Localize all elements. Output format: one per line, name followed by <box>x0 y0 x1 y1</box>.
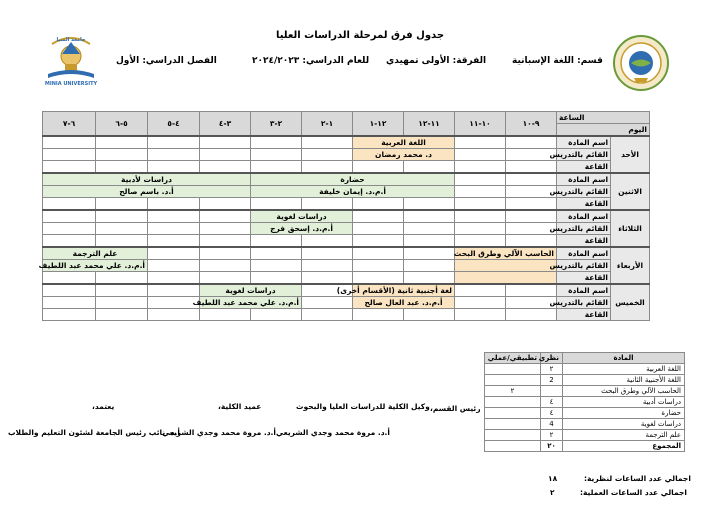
time-slot: ١٠-١١ <box>455 112 506 137</box>
approve-title: يعتمد، <box>92 402 115 411</box>
day-name: الثلاثاء <box>611 210 650 247</box>
class-subject: الحاسب الآلي وطرق البحث <box>455 247 557 260</box>
row-label: القائم بالتدريس <box>557 223 611 235</box>
class-subject: دراسات لغوية <box>200 284 302 297</box>
row-label: اسم المادة <box>557 136 611 149</box>
row-label: القائم بالتدريس <box>557 149 611 161</box>
class-teacher: أ.م.د. إيمان خليفة <box>251 186 455 198</box>
time-slot: ٥-٦ <box>96 112 148 137</box>
summary-table <box>484 352 685 452</box>
summary-row: دراسات لغوية 4 <box>485 419 685 430</box>
summary-header: المادة <box>563 353 685 364</box>
summary-header: نظري <box>541 353 563 364</box>
page-title: جدول فرق لمرحلة الدراسات العليا <box>275 30 445 41</box>
summary-header: تطبيقي/عملي <box>485 353 541 364</box>
class-subject: علم الترجمة <box>43 247 148 260</box>
approve-name: أ.د. نائب رئيس الجامعة لشئون التعليم والطلاب <box>8 428 180 437</box>
class-subject: دراسات لغوية <box>251 210 353 223</box>
class-teacher: د. محمد رمضان <box>353 149 455 161</box>
class-subject: حضارة <box>251 173 455 186</box>
row-label: القاعة <box>557 161 611 174</box>
day-name: الاثنين <box>611 173 650 210</box>
time-slot: ٣-٤ <box>200 112 251 137</box>
summary-row: دراسات أدبية ٤ <box>485 397 685 408</box>
class-teacher: أ.م.د. علي محمد عبد اللطيف <box>43 260 148 272</box>
summary-row: اللغة الأجنبية الثانية 2 <box>485 375 685 386</box>
vice-name: أ.د. مروة محمد وجدي الشريعي <box>276 428 390 437</box>
semester-label: الفصل الدراسي: الأول <box>116 56 217 66</box>
practical-total-label: اجمالي عدد الساعات العملية: <box>580 488 687 497</box>
row-label: اسم المادة <box>557 210 611 223</box>
wednesday-row <box>43 247 650 260</box>
summary-total-row: المجموع ٢٠ <box>485 441 685 452</box>
tuesday-row <box>43 210 650 223</box>
level-label: الفرقة: الأولى تمهيدي <box>386 56 487 66</box>
head-title: رئيس القسم، <box>430 404 481 413</box>
time-slot: ١-٢ <box>302 112 353 137</box>
faculty-logo <box>612 34 670 92</box>
class-subject: لغة أجنبية ثانية (الأقسام أخرى) <box>353 284 455 297</box>
time-slot: ١١-١٢ <box>404 112 455 137</box>
logo-text: MINIA UNIVERSITY <box>44 81 98 87</box>
dean-title: عميد الكلية، <box>218 402 262 411</box>
class-teacher: أ.د. باسم صالح <box>43 186 251 198</box>
day-name: الخميس <box>611 284 650 321</box>
dean-name: أ.د. مروة محمد وجدي الشريعي <box>162 428 276 437</box>
time-slot: ٢-٣ <box>251 112 302 137</box>
practical-total-value: ٢ <box>550 488 555 497</box>
class-subject: دراسات لأدبية <box>43 173 251 186</box>
theory-total-value: ١٨ <box>548 474 558 483</box>
row-label: القاعة <box>557 309 611 321</box>
row-label: اسم المادة <box>557 247 611 260</box>
row-label: القاعة <box>557 272 611 285</box>
schedule-table <box>38 111 650 321</box>
sunday-row <box>43 136 650 149</box>
day-name: الأحد <box>611 136 650 173</box>
row-label: القائم بالتدريس <box>557 186 611 198</box>
row-label: اسم المادة <box>557 284 611 297</box>
row-label: القاعة <box>557 235 611 248</box>
logo-arabic-text: جامعة المنيا <box>56 37 86 43</box>
time-slot: ٦-٧ <box>43 112 96 137</box>
time-slot: ٩-١٠ <box>506 112 557 137</box>
time-label: الساعة <box>557 112 650 124</box>
year-label: للعام الدراسي: ٢٠٢٤/٢٠٢٣ <box>252 56 370 66</box>
summary-row: الحاسب الآلي وطرق البحث ٢ <box>485 386 685 397</box>
time-slot: ١٢-١ <box>353 112 404 137</box>
class-teacher: أ.م.د. عبد العال صالح <box>353 297 455 309</box>
theory-total-label: اجمالي عدد الساعات لنظرية: <box>584 474 691 483</box>
class-teacher: أ.م.د. علي محمد عبد اللطيف <box>200 297 302 309</box>
day-name: الأربعاء <box>611 247 650 284</box>
thursday-row <box>43 284 650 297</box>
row-label: اسم المادة <box>557 173 611 186</box>
monday-row <box>43 173 650 186</box>
class-subject: اللغة العربية <box>353 136 455 149</box>
day-label: اليوم <box>557 124 650 137</box>
summary-row: حضارة ٤ <box>485 408 685 419</box>
row-label: القاعة <box>557 198 611 211</box>
vice-title: وكيل الكلية للدراسات العليا والبحوث <box>296 402 430 411</box>
class-teacher: أ.م.د. إسحق فرج <box>251 223 353 235</box>
time-header-row <box>43 112 650 124</box>
summary-row: اللغة العربية ٢ <box>485 364 685 375</box>
minia-university-logo <box>38 24 104 90</box>
summary-row: علم الترجمة ٢ <box>485 430 685 441</box>
time-slot: ٤-٥ <box>148 112 200 137</box>
row-label: القائم بالتدريس <box>557 297 611 309</box>
row-label: القائم بالتدريس <box>557 260 611 272</box>
department-label: قسم: اللغة الإسبانية <box>512 56 603 66</box>
